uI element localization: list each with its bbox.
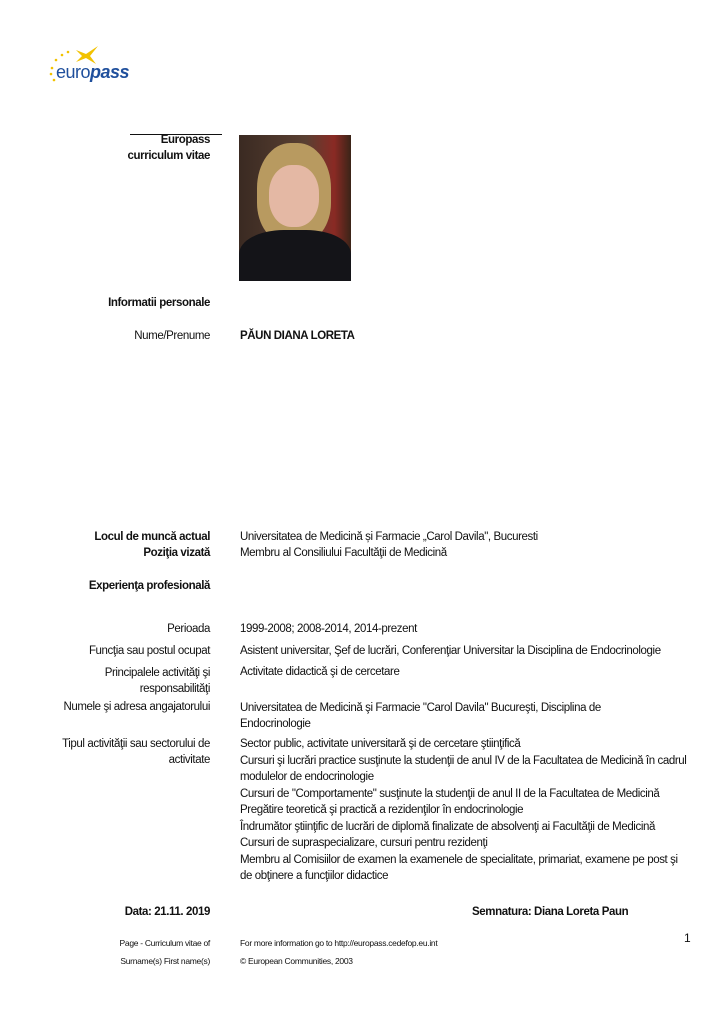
position-label: Poziţia vizată <box>143 547 210 559</box>
header-cv: curriculum vitae <box>127 150 210 162</box>
sector-item: Cursuri şi lucrări practice susţinute la studenţii de anul IV de la Facultatea de Medicină în cadrul modulelor de endocrinologie <box>240 754 687 783</box>
sector-item: Îndrumător ştiinţific de lucrări de diplomă finalizate de absolvenţi ai Facultăţii de Medicină <box>240 820 655 833</box>
europass-logo <box>46 40 136 90</box>
employer-label: Numele şi adresa angajatorului <box>63 701 210 713</box>
section-experience: Experienţa profesională <box>88 580 210 592</box>
page-number: 1 <box>684 931 691 945</box>
logo-text-euro: euro <box>56 62 91 82</box>
sector-item: Membru al Comisiilor de examen la examenele de specialitate, primariat, examene pe post şi de obţinere a funcţiilor didactice <box>240 853 678 882</box>
sector-item: Cursuri de "Comportamente" susţinute la studenţii de anul II de la Facultatea de Medicină <box>240 787 660 800</box>
sector-list <box>240 736 690 885</box>
activities-value: Activitate didactică şi de cercetare <box>240 666 400 678</box>
period-value: 1999-2008; 2008-2014, 2014-prezent <box>240 623 417 635</box>
function-value: Asistent universitar, Şef de lucrări, Conferenţiar Universitar la Disciplina de Endocrinologie <box>240 645 661 657</box>
position-value: Membru al Consiliului Facultăţii de Medicină <box>240 547 447 559</box>
footer-left-1: Page - Curriculum vitae of <box>119 938 210 948</box>
date: Data: 21.11. 2019 <box>124 906 210 918</box>
name-value: PĂUN DIANA LORETA <box>240 330 355 342</box>
period-label: Perioada <box>167 623 210 635</box>
name-label: Nume/Prenume <box>134 330 210 342</box>
footer-copyright: © European Communities, 2003 <box>240 956 353 966</box>
workplace-value: Universitatea de Medicină și Farmacie „Carol Davila", Bucuresti <box>240 531 538 543</box>
footer-link: For more information go to http://europass.cedefop.eu.int <box>240 938 438 948</box>
header-europass: Europass <box>160 134 210 146</box>
profile-photo <box>239 135 351 281</box>
sector-item: Sector public, activitate universitară şi de cercetare ştiinţifică <box>240 738 521 750</box>
section-personal: Informatii personale <box>108 297 210 309</box>
workplace-label: Locul de muncă actual <box>94 531 210 543</box>
activities-label: Principalele activităţi şi responsabilităţi <box>104 667 210 695</box>
logo-text-pass: pass <box>90 62 130 82</box>
footer-left-2: Surname(s) First name(s) <box>120 956 210 966</box>
signature: Semnatura: Diana Loreta Paun <box>472 906 629 918</box>
sector-label: Tipul activităţii sau sectorului de activitate <box>62 738 210 766</box>
sector-item: Cursuri de supraspecializare, cursuri pentru rezidenţi <box>240 837 488 849</box>
sector-item: Pregătire teoretică şi practică a rezidenţilor în endocrinologie <box>240 804 524 816</box>
function-label: Funcţia sau postul ocupat <box>88 645 210 657</box>
employer-value: Universitatea de Medicină şi Farmacie "Carol Davila" Bucureşti, Disciplina de Endocrinologie <box>240 702 601 730</box>
